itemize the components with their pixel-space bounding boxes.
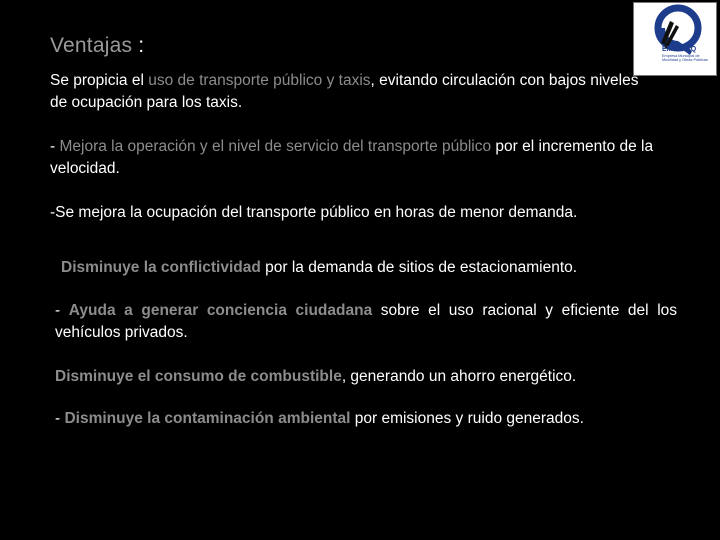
segment: - — [55, 302, 69, 319]
highlight-segment: Mejora la operación y el nivel de servicio del transporte público — [59, 138, 492, 155]
highlight-segment: Disminuye la conflictividad — [61, 259, 261, 276]
point-conflict — [61, 257, 701, 279]
segment: - — [55, 410, 65, 427]
point-awareness — [55, 300, 677, 344]
segment: por emisiones y ruido generados. — [350, 410, 584, 427]
segment: por el incremento de la velocidad. — [50, 138, 654, 177]
point-public-transport — [50, 70, 660, 114]
title-text: Ventajas — [50, 34, 133, 57]
logo-emblem-icon — [634, 3, 716, 75]
title-colon: : — [138, 34, 145, 57]
logo-name: EMMOP-Q — [662, 46, 697, 53]
segment: Se propicia el — [50, 72, 149, 89]
logo-subtitle: Empresa Municipal de Movilidad y Obras Públicas — [662, 54, 708, 63]
segment: , evitando circulación con bajos niveles de ocupación para los taxis. — [50, 72, 639, 111]
highlight-segment: uso de transporte público y taxis — [148, 72, 371, 89]
segment: - — [50, 138, 60, 155]
highlight-segment: Ayuda a generar conciencia ciudadana — [68, 302, 373, 319]
segment: sobre el uso racional y eficiente del los vehículos privados. — [55, 302, 678, 341]
segment: -Se mejora la ocupación del transporte público en horas de menor demanda. — [50, 204, 578, 221]
segment: por la demanda de sitios de estacionamiento. — [260, 259, 578, 276]
highlight-segment: Disminuye la contaminación ambiental — [64, 410, 351, 427]
point-occupancy — [50, 202, 700, 224]
point-pollution — [55, 408, 705, 430]
segment: , generando un ahorro energético. — [341, 368, 577, 385]
point-service-level — [50, 136, 680, 180]
highlight-segment: Disminuye el consumo de combustible — [55, 368, 342, 385]
emmop-q-logo — [633, 2, 717, 76]
slide-title — [50, 34, 144, 58]
point-fuel — [55, 366, 695, 388]
